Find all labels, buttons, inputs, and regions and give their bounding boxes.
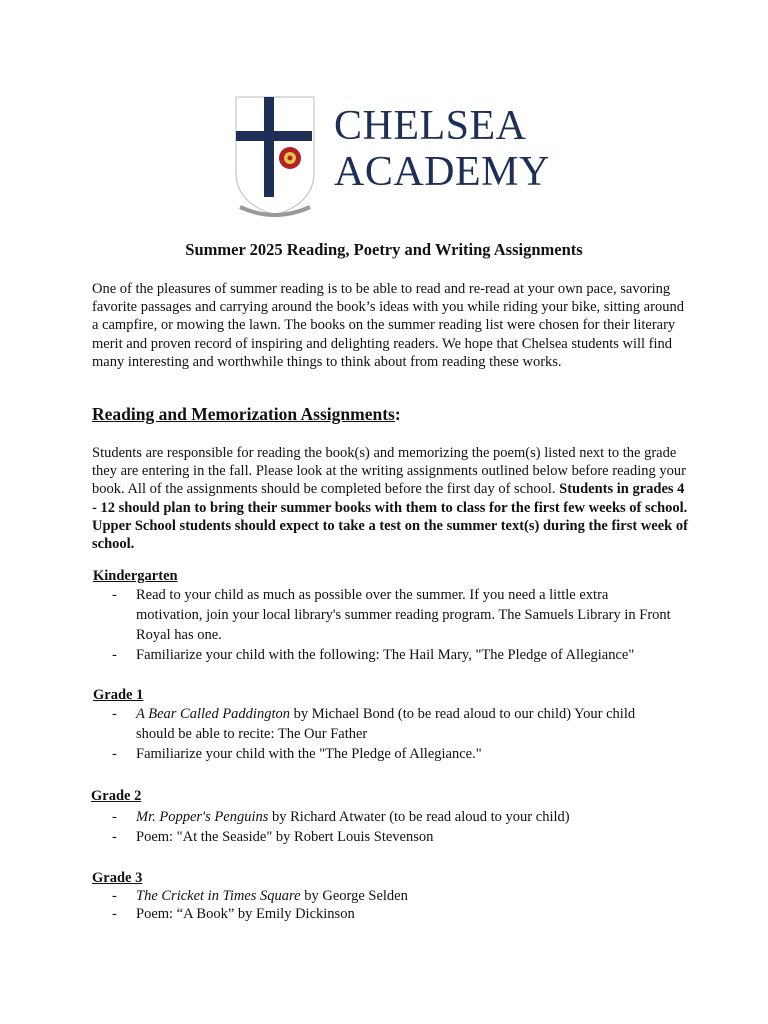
list-item-text: Familiarize your child with the following: The Hail Mary, "The Pledge of Allegiance" [136, 647, 635, 663]
list-item [112, 827, 672, 847]
section-heading-text: Reading and Memorization Assignments [92, 404, 395, 424]
instructions-paragraph [92, 444, 692, 553]
section-heading [92, 404, 401, 425]
crest-icon [234, 95, 316, 220]
book-title: A Bear Called Paddington [136, 706, 290, 722]
grade-1-list [112, 704, 672, 764]
list-item [112, 704, 672, 744]
bullet-dash: - [112, 888, 117, 904]
school-logo [234, 95, 550, 220]
instructions-text: Students are responsible for reading the book(s) and memorizing the poem(s) listed next to the grade they are entering in the fall. Please look at the writing assignments outlined below before reading your book. All of the assignments should be completed before the first day of school. [92, 445, 686, 498]
bullet-dash: - [112, 809, 117, 825]
bullet-dash: - [112, 706, 117, 722]
page-title: Summer 2025 Reading, Poetry and Writing Assignments [185, 240, 583, 259]
list-item [112, 807, 672, 827]
grade-heading-grade-2: Grade 2 [91, 788, 142, 804]
list-item [112, 744, 672, 764]
grade-heading-grade-3: Grade 3 [92, 870, 143, 886]
instructions-bold-text: Students in grades 4 - 12 should plan to bring their summer books with them to class for the first few weeks of school. Upper School students should expect to take a test on the summer text(s) during the first week of school. [92, 481, 688, 553]
section-heading-colon: : [394, 404, 401, 424]
list-item [112, 585, 672, 645]
grade-heading-grade-1: Grade 1 [93, 687, 144, 703]
bullet-dash: - [112, 647, 117, 663]
book-title: Mr. Popper's Penguins [136, 809, 269, 825]
bullet-dash: - [112, 829, 117, 845]
list-item [112, 887, 672, 905]
list-item-text: Poem: "At the Seaside" by Robert Louis Stevenson [136, 829, 434, 845]
grade-heading-kindergarten: Kindergarten [93, 568, 178, 584]
grade-3-list [112, 887, 672, 923]
list-item-text: Poem: “A Book” by Emily Dickinson [136, 906, 355, 922]
list-item-text: Read to your child as much as possible over the summer. If you need a little extra motivation, join your local library's summer reading program. The Samuels Library in Front Royal has one. [136, 587, 671, 643]
list-item [112, 645, 672, 665]
grade-2-list [112, 807, 672, 847]
list-item-text: by George Selden [300, 888, 408, 904]
kindergarten-list [112, 585, 672, 665]
bullet-dash: - [112, 906, 117, 922]
list-item-text: Familiarize your child with the "The Pledge of Allegiance." [136, 746, 482, 762]
list-item-text: by Richard Atwater (to be read aloud to your child) [268, 809, 570, 825]
bullet-dash: - [112, 746, 117, 762]
book-title: The Cricket in Times Square [136, 888, 301, 904]
logo-name-line1: CHELSEA [334, 103, 527, 149]
logo-name-line2: ACADEMY [334, 149, 550, 195]
bullet-dash: - [112, 587, 117, 603]
logo-wordmark [334, 103, 550, 195]
list-item-text: by Michael Bond (to be read aloud to our child) Your child should be able to recite: The Our Father [136, 706, 636, 742]
intro-paragraph: One of the pleasures of summer reading is to be able to read and re-read at your own pace, savoring favorite passages and carrying around the book’s ideas with you while riding your bike, sitting around a campfire, or mowing the lawn. The books on the summer reading list were chosen for their literary merit and proven record of inspiring and delighting readers. We hope that Chelsea students will find many interesting and worthwhile things to think about from reading these works. [92, 281, 684, 370]
list-item [112, 905, 672, 923]
